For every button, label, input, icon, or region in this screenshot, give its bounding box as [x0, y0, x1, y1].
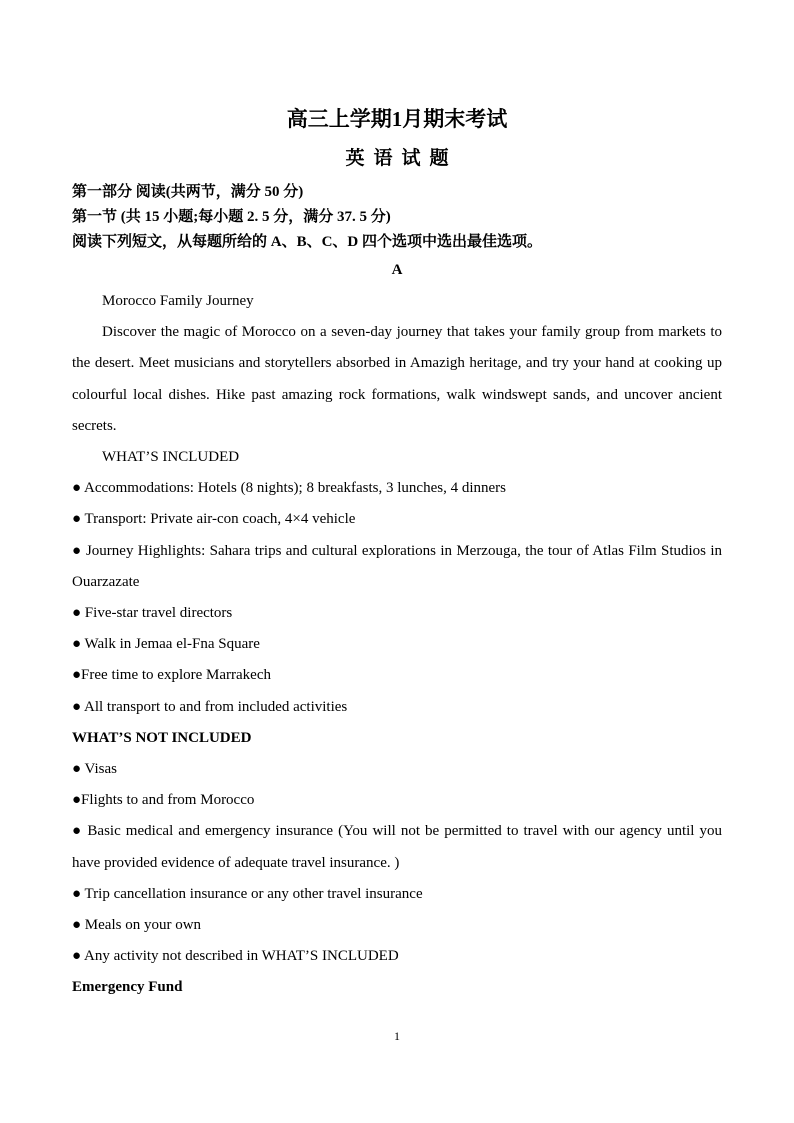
- part-heading: 第一部分 阅读(共两节，满分 50 分): [72, 184, 304, 200]
- passage-body: [72, 286, 722, 1004]
- not-included-item: ● Visas: [72, 761, 117, 778]
- passage-label: A: [391, 262, 403, 278]
- not-included-item: ●Flights to and from Morocco: [72, 792, 255, 809]
- not-included-item: ● Meals on your own: [72, 917, 202, 934]
- passage-intro: Discover the magic of Morocco on a seven-day journey that takes your family group from markets to the desert. Meet musicians and storytellers absorbed in Amazigh heritage, and try your hand at cooking up colourful local dishes. Hike past amazing rock formations, walk windswept sands, and uncover ancient secrets.: [72, 324, 722, 434]
- included-item: ● Accommodations: Hotels (8 nights); 8 breakfasts, 3 lunches, 4 dinners: [72, 480, 506, 497]
- included-item: ● Transport: Private air-con coach, 4×4 vehicle: [72, 511, 356, 528]
- page-number: 1: [394, 1029, 400, 1043]
- included-item: ● All transport to and from included activities: [72, 698, 348, 715]
- included-item: ● Journey Highlights: Sahara trips and cultural explorations in Merzouga, the tour of Atlas Film Studios in Ouarzazate: [72, 542, 722, 590]
- included-item: ● Walk in Jemaa el-Fna Square: [72, 636, 260, 653]
- exam-title: 高三上学期1月期末考试: [286, 107, 508, 131]
- section-heading: 第一节 (共 15 小题;每小题 2. 5 分，满分 37. 5 分): [72, 209, 391, 225]
- instruction-line: 阅读下列短文，从每题所给的 A、B、C、D 四个选项中选出最佳选项。: [72, 234, 543, 250]
- not-included-item: ● Any activity not described in WHAT’S INCLUDED: [72, 948, 399, 965]
- not-included-item: ● Trip cancellation insurance or any other travel insurance: [72, 885, 423, 902]
- not-included-item: ● Basic medical and emergency insurance (You will not be permitted to travel with our agency until you have provided evidence of adequate travel insurance. ): [72, 823, 722, 871]
- included-item: ●Free time to explore Marrakech: [72, 667, 271, 684]
- included-heading: WHAT’S INCLUDED: [102, 449, 240, 466]
- not-included-heading: WHAT’S NOT INCLUDED: [72, 729, 252, 746]
- passage-title: Morocco Family Journey: [102, 293, 254, 309]
- subject-title: 英语试题: [345, 148, 458, 169]
- included-item: ● Five-star travel directors: [72, 605, 233, 622]
- emergency-fund-heading: Emergency Fund: [72, 979, 183, 996]
